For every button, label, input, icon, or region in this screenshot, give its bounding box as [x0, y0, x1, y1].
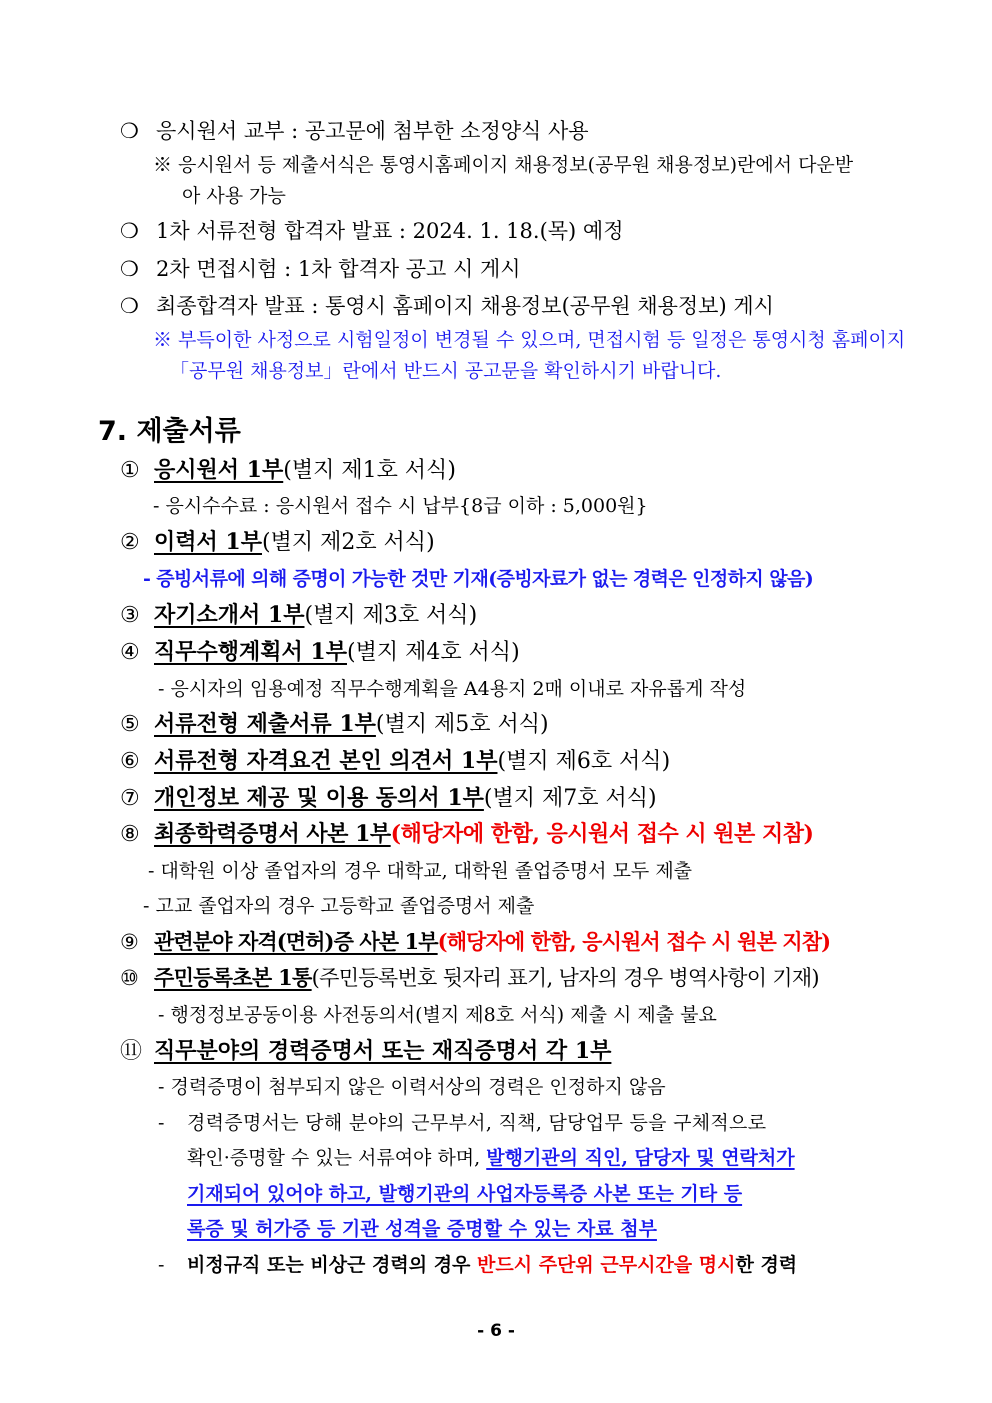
doc-item-8	[120, 819, 813, 850]
doc-number: ⑥	[120, 749, 140, 774]
doc-form: (별지 제2호 서식)	[261, 530, 435, 555]
doc-sub-career2-dash: -	[158, 1112, 165, 1134]
doc-sub-grad1: - 대학원 이상 졸업자의 경우 대학교, 대학원 졸업증명서 모두 제출	[148, 860, 693, 882]
schedule-item-interview	[120, 254, 521, 284]
doc-number: ②	[120, 530, 140, 555]
doc-title: 주민등록초본 1통	[154, 965, 312, 990]
schedule-item-final-result	[120, 291, 774, 321]
doc-note: (해당자에 한함, 응시원서 접수 시 원본 지참)	[437, 929, 831, 954]
doc-item-5	[120, 709, 549, 740]
doc-title: 서류전형 자격요건 본인 의견서 1부	[154, 748, 498, 774]
doc-title: 이력서 1부	[154, 529, 262, 555]
doc-item-10	[120, 963, 819, 993]
doc-number: ⑪	[120, 1039, 143, 1064]
doc-number: ①	[120, 458, 140, 483]
doc-number: ⑦	[120, 786, 140, 811]
doc-number: ⑩	[120, 966, 139, 990]
doc-form: (별지 제7호 서식)	[483, 786, 657, 811]
page-number: - 6 -	[477, 1321, 515, 1341]
doc-sub-plan: - 응시자의 임용예정 직무수행계획을 A4용지 2매 이내로 자유롭게 작성	[158, 678, 747, 700]
doc-number: ⑧	[120, 822, 140, 847]
career3-plain: 비정규직 또는 비상근 경력의 경우	[187, 1254, 478, 1276]
doc-form: (별지 제1호 서식)	[283, 458, 456, 483]
doc-sub-career3-dash: -	[158, 1254, 165, 1276]
doc-title: 직무수행계획서 1부	[154, 639, 347, 665]
career3-emphasis: 반드시 주단위 근무시간을 명시	[477, 1254, 736, 1276]
doc-item-2	[120, 527, 435, 558]
doc-sub-grad2: - 고교 졸업자의 경우 고등학교 졸업증명서 제출	[143, 895, 535, 917]
note-download-line2: 아 사용 가능	[182, 185, 286, 207]
note-schedule-change-line1: ※ 부득이한 사정으로 시험일정이 변경될 수 있으며, 면접시험 등 일정은 통영시청 홈페이지	[153, 329, 906, 351]
doc-item-9	[120, 927, 830, 957]
doc-title: 개인정보 제공 및 이용 동의서 1부	[154, 785, 484, 811]
schedule-item-first-result	[120, 216, 624, 246]
schedule-item-application	[120, 116, 589, 146]
doc-item-6	[120, 746, 670, 777]
career3-tail: 한 경력	[735, 1254, 798, 1276]
career2-plain: 확인·증명할 수 있는 서류여야 하며,	[187, 1147, 487, 1169]
doc-sub-career2-line2	[187, 1143, 795, 1173]
doc-note: (해당자에 한함, 응시원서 접수 시 원본 지참)	[390, 821, 814, 847]
doc-sub-career1: - 경력증명이 첨부되지 않은 이력서상의 경력은 인정하지 않음	[158, 1076, 666, 1098]
schedule-text: 응시원서 교부 : 공고문에 첨부한 소정양식 사용	[156, 119, 589, 143]
doc-sub-fee: - 응시수수료 : 응시원서 접수 시 납부{8급 이하 : 5,000원}	[153, 495, 648, 517]
note-schedule-change-line2: 「공무원 채용정보」란에서 반드시 공고문을 확인하시기 바랍니다.	[170, 360, 722, 382]
doc-title: 자기소개서 1부	[154, 602, 305, 628]
doc-form: (별지 제5호 서식)	[375, 712, 549, 737]
doc-title: 관련분야 자격(면허)증 사본 1부	[154, 929, 438, 954]
circle-bullet-icon: ❍	[120, 119, 139, 143]
doc-title: 직무분야의 경력증명서 또는 재직증명서 각 1부	[154, 1038, 612, 1064]
doc-number: ⑤	[120, 712, 140, 737]
doc-item-11	[120, 1036, 611, 1067]
doc-sub-career2-line1: 경력증명서는 당해 분야의 근무부서, 직책, 담당업무 등을 구체적으로	[187, 1112, 767, 1134]
doc-form: (별지 제6호 서식)	[497, 749, 671, 774]
doc-sub-career2-line4: 록증 및 허가증 등 기관 성격을 증명할 수 있는 자료 첨부	[187, 1218, 657, 1240]
circle-bullet-icon: ❍	[120, 294, 139, 318]
schedule-text: 2차 면접시험 : 1차 합격자 공고 시 게시	[156, 257, 521, 281]
note-download-line1: ※ 응시원서 등 제출서식은 통영시홈페이지 채용정보(공무원 채용정보)란에서 다운받	[153, 154, 854, 176]
doc-number: ③	[120, 603, 140, 628]
doc-number: ⑨	[120, 930, 138, 954]
doc-item-1	[120, 455, 456, 486]
doc-form: (주민등록번호 뒷자리 표기, 남자의 경우 병역사항이 기재)	[311, 966, 819, 990]
doc-sub-career2-line3: 기재되어 있어야 하고, 발행기관의 사업자등록증 사본 또는 기타 등	[187, 1183, 743, 1205]
doc-item-4	[120, 637, 520, 668]
doc-item-7	[120, 783, 657, 814]
doc-title: 최종학력증명서 사본 1부	[154, 821, 391, 847]
circle-bullet-icon: ❍	[120, 257, 139, 281]
doc-sub-resume: - 증빙서류에 의해 증명이 가능한 것만 기재(증빙자료가 없는 경력은 인정하지 않음)	[143, 568, 814, 590]
career2-emphasis: 발행기관의 직인, 담당자 및 연락처가	[486, 1147, 795, 1169]
doc-form: (별지 제3호 서식)	[304, 603, 478, 628]
schedule-text: 1차 서류전형 합격자 발표 : 2024. 1. 18.(목) 예정	[156, 219, 624, 243]
doc-title: 서류전형 제출서류 1부	[154, 711, 376, 737]
doc-sub-career3	[187, 1250, 797, 1280]
doc-number: ④	[120, 640, 140, 665]
doc-form: (별지 제4호 서식)	[346, 640, 520, 665]
section-title: 7. 제출서류	[98, 416, 241, 447]
doc-title: 응시원서 1부	[154, 457, 284, 483]
doc-sub-admin: - 행정정보공동이용 사전동의서(별지 제8호 서식) 제출 시 제출 불요	[158, 1004, 717, 1026]
schedule-text: 최종합격자 발표 : 통영시 홈페이지 채용정보(공무원 채용정보) 게시	[156, 294, 774, 318]
circle-bullet-icon: ❍	[120, 219, 139, 243]
doc-item-3	[120, 600, 477, 631]
